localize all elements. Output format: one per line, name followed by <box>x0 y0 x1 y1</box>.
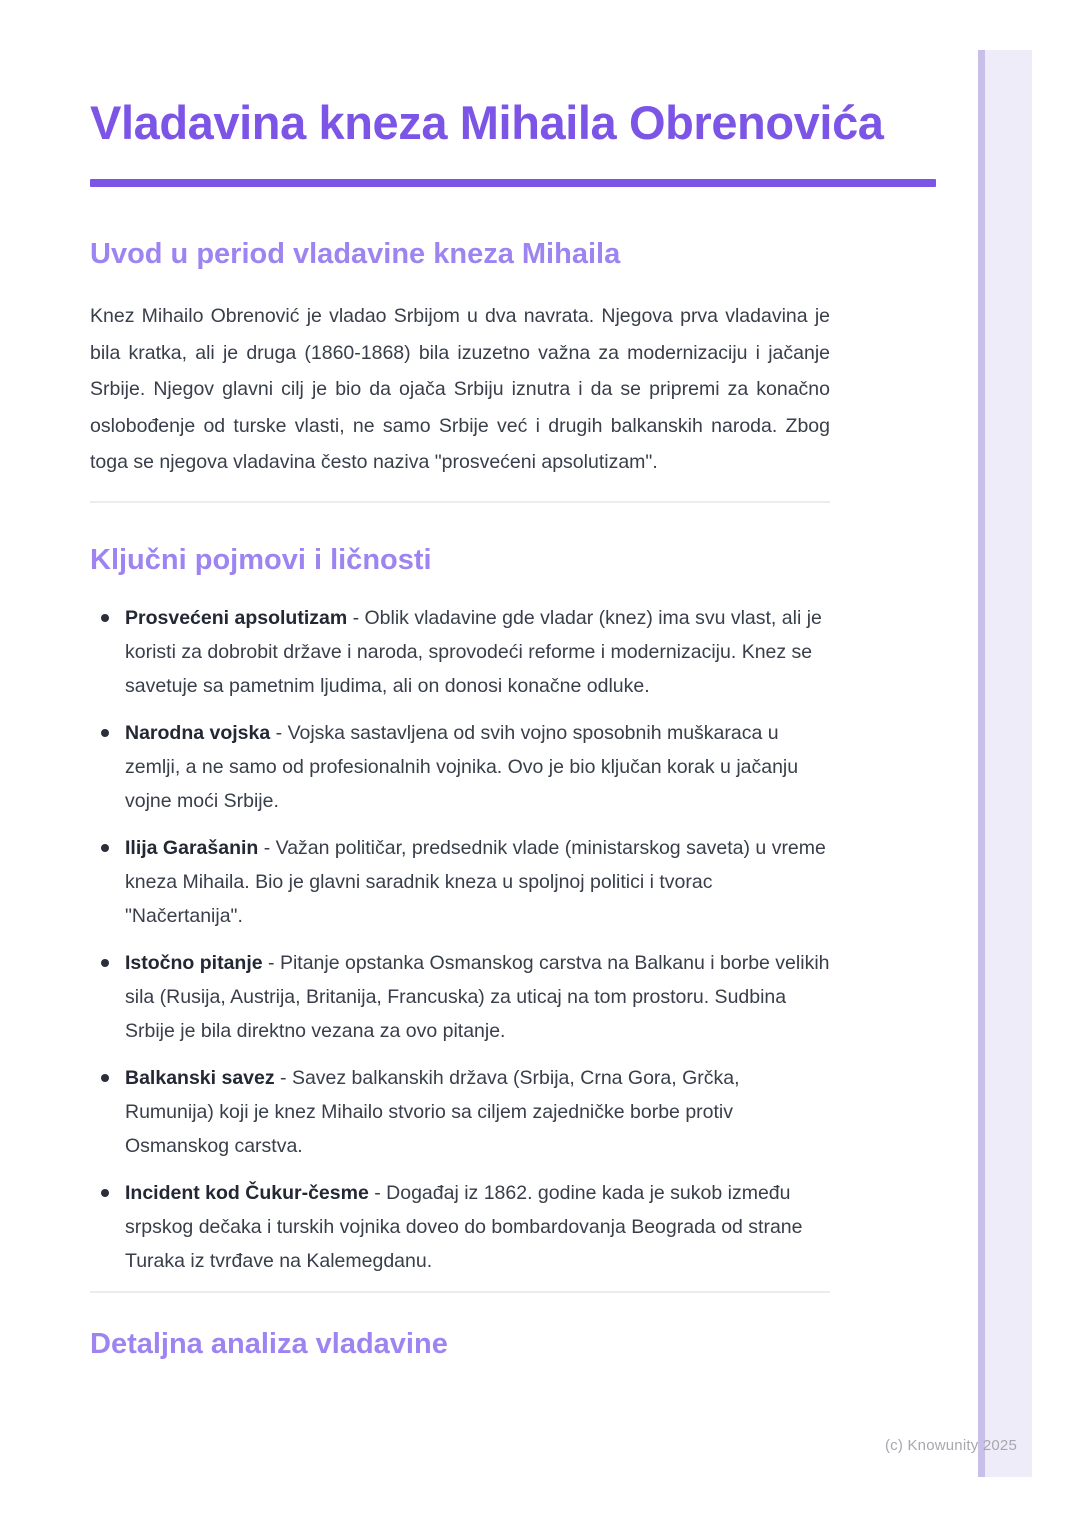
list-item <box>90 946 832 1048</box>
list-item <box>90 601 832 703</box>
term-label: Narodna vojska <box>125 721 271 744</box>
section-heading-analysis: Detaljna analiza vladavine <box>90 1327 448 1360</box>
document-content <box>90 0 936 1363</box>
term-label: Incident kod Čukur-česme <box>125 1181 369 1204</box>
copyright-notice: (c) Knowunity 2025 <box>884 1437 1017 1454</box>
section-divider <box>90 1291 830 1293</box>
term-label: Ilija Garašanin <box>125 836 259 859</box>
section-heading-key-terms: Ključni pojmovi i ličnosti <box>90 543 432 576</box>
term-description: - Oblik vladavine gde vladar (knez) ima svu vlast, ali je koristi za dobrobit države i naroda, sprovodeći reforme i modernizaciju. Knez se savetuje sa pametnim ljudima, ali on donosi konačne odluke. <box>125 606 822 697</box>
title-underline-rule <box>90 179 936 187</box>
bullet-dot-icon <box>101 729 109 737</box>
bullet-dot-icon <box>101 959 109 967</box>
page-edge-stripe <box>978 50 1032 1477</box>
term-description: - Savez balkanskih država (Srbija, Crna Gora, Grčka, Rumunija) koji je knez Mihailo stvorio sa ciljem zajedničke borbe protiv Osmanskog carstva. <box>125 1066 740 1157</box>
term-label: Istočno pitanje <box>125 951 263 974</box>
bullet-dot-icon <box>101 614 109 622</box>
list-item <box>90 831 832 933</box>
term-label: Prosvećeni apsolutizam <box>125 606 348 629</box>
term-description: - Vojska sastavljena od svih vojno sposobnih muškaraca u zemlji, a ne samo od profesionalnih vojnika. Ovo je bio ključan korak u jačanju vojne moći Srbije. <box>125 721 799 812</box>
term-description: - Važan političar, predsednik vlade (ministarskog saveta) u vreme kneza Mihaila. Bio je glavni saradnik kneza u spoljnoj politici i tvorac "Načertanija". <box>125 836 826 927</box>
key-terms-list <box>90 601 832 1278</box>
page-title: Vladavina kneza Mihaila Obrenovića <box>90 96 884 149</box>
intro-paragraph: Knez Mihailo Obrenović je vladao Srbijom u dva navrata. Njegova prva vladavina je bila kratka, ali je druga (1860-1868) bila izuzetno važna za modernizaciju i jačanje Srbije. Njegov glavni cilj je bio da ojača Srbiju iznutra i da se pripremi za konačno oslobođenje od turske vlasti, ne samo Srbije već i drugih balkanskih naroda. Zbog toga se njegova vladavina često naziva "prosvećeni apsolutizam". <box>90 305 830 473</box>
term-label: Balkanski savez <box>125 1066 275 1089</box>
section-heading-intro: Uvod u period vladavine kneza Mihaila <box>90 238 621 270</box>
list-item <box>90 716 832 818</box>
term-description: - Pitanje opstanka Osmanskog carstva na Balkanu i borbe velikih sila (Rusija, Austrija, Britanija, Francuska) za uticaj na tom prostoru. Sudbina Srbije je bila direktno vezana za ovo pitanje. <box>125 951 830 1042</box>
bullet-dot-icon <box>101 844 109 852</box>
list-item <box>90 1176 832 1278</box>
list-item <box>90 1061 832 1163</box>
bullet-dot-icon <box>101 1189 109 1197</box>
term-description: - Događaj iz 1862. godine kada je sukob između srpskog dečaka i turskih vojnika doveo do bombardovanja Beograda od strane Turaka iz tvrđave na Kalemegdanu. <box>125 1181 803 1272</box>
section-divider <box>90 501 830 503</box>
bullet-dot-icon <box>101 1074 109 1082</box>
